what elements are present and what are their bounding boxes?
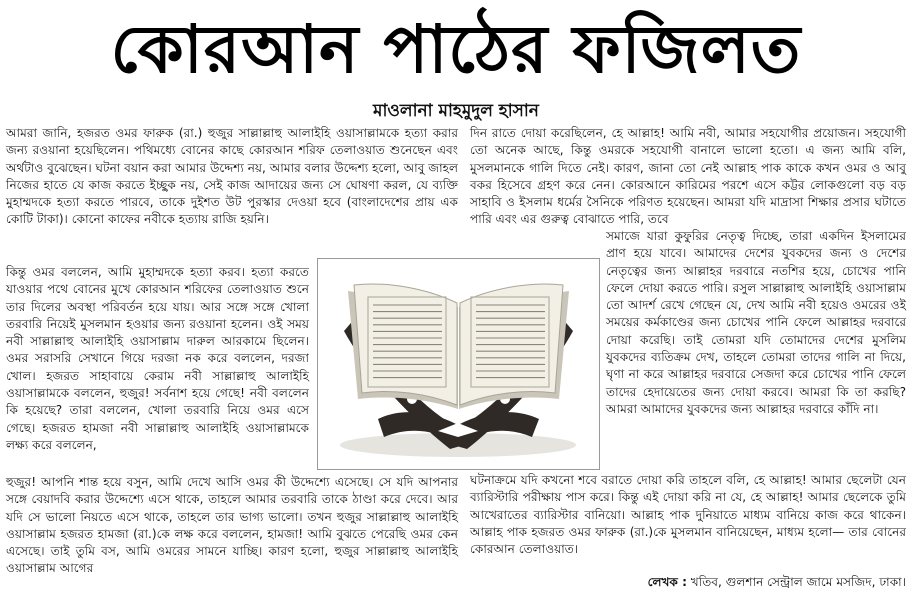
text-block-right-bottom — [470, 472, 906, 558]
credit-label: লেখক : — [647, 575, 687, 589]
text-block-right-top — [470, 125, 906, 229]
credit-text: খতিব, গুলশান সেন্ট্রাল জামে মসজিদ, ঢাকা। — [690, 575, 906, 589]
text-block-left-bottom — [6, 474, 458, 578]
open-book-on-stand-icon — [318, 259, 599, 469]
paragraph: সমাজে যারা কুফুরির নেতৃত্ব দিচ্ছে, তারা একদিন ইসলামের প্রাণ হয়ে যাবে। আমাদের দেশের যুবকদের জন্য ও দেশের নেতৃত্বের জন্য আল্লাহর দরবারে নতশির হয়ে, চোখের পানি ফেলে দোয়া করতে পারি। রসুল সাল্লাল্লাহু আলাইহি ওয়াসাল্লাম তো আদর্শ রেখে গেছেন যে, দেখ আমি নবী হয়েও ওমরের ওই সময়ের কর্মকাণ্ডের জন্য চোখের পানি ফেলে আল্লাহর দরবারে দোয়া করেছি। তাই তোমরা যদি তোমাদের দেশের মুসলিম যুবকদের ব্যতিক্রম দেখ, তাহলে তোমরা তাদের গালি না দিয়ে, ঘৃণা না করে আল্লাহর দরবারে সেজদা করে চোখের পানি ফেলে তাদের হেদায়েতের জন্য দোয়া করবে। আমরা কি তা করছি? আমরা আমাদের যুবকদের জন্য আল্লাহর দরবারে কাঁদি না। — [606, 229, 906, 416]
author-credit — [470, 574, 906, 591]
article-illustration — [317, 258, 600, 470]
paragraph: দিন রাতে দোয়া করেছিলেন, হে আল্লাহ! আমি নবী, আমার সহযোগীর প্রয়োজন। সহযোগী তো অনেক আছে, কিন্তু ওমরকে সহযোগী বানালে ভালো হতো। এ জন্য আমি বলি, মুসলমানকে গালি দিতে নেই। কারণ, জানা তো নেই আল্লাহ পাক কাকে কখন ওমর ও আবু বকর হিসেবে গ্রহণ করে নেন। কোরআনে কারিমের পরশে এসে কট্টর লোকগুলো বড় বড় সাহাবি ও ইসলাম ধর্মের সৈনিকে পরিণত হয়েছেন। আমরা যদি মাদ্রাসা শিক্ষার প্রসার ঘটাতে পারি এবং এর গুরুত্ব বোঝাতে পারি, তবে — [470, 126, 906, 227]
paragraph: ঘটনাক্রমে যদি কখনো শবে বরাতে দোয়া করি তাহলে বলি, হে আল্লাহ! আমার ছেলেটা যেন ব্যারিস্টারি পরীক্ষায় পাস করে। কিন্তু এই দোয়া করি না যে, হে আল্লাহ! আমার ছেলেকে তুমি আখেরাতের ব্যারিস্টার বানিয়ো। আল্লাহ পাক দুনিয়াতে মাধ্যম বানিয়ে কাজ করে থাকেন। আল্লাহ পাক হজরত ওমর ফারুক (রা.)কে মুসলমান বানিয়েছেন, মাধ্যম হলো— তার বোনের কোরআন তেলাওয়াত। — [470, 473, 906, 557]
text-block-left-top — [6, 125, 458, 229]
headline: কোরআন পাঠের ফজিলত — [110, 11, 802, 88]
byline: মাওলানা মাহমুদুল হাসান — [373, 101, 539, 121]
text-block-left-mid — [6, 264, 309, 454]
text-block-right-mid — [606, 228, 906, 418]
paragraph: কিন্তু ওমর বললেন, আমি মুহাম্মদকে হত্যা করব। হত্যা করতে যাওয়ার পথে বোনের মুখে কোরআন শরিফের তেলাওয়াত শুনে তার দিলের অবস্থা পরিবর্তন হয়ে যায়। আর সঙ্গে সঙ্গে খোলা তরবারি নিয়েই মুসলমান হওয়ার জন্য রওয়ানা হলেন। ওই সময় নবী সাল্লাল্লাহু আলাইহি ওয়াসাল্লাম দারুল আরকামে ছিলেন। ওমর সরাসরি সেখানে গিয়ে দরজা নক করে বললেন, দরজা খোল। হজরত সাহাবায়ে কেরাম নবী সাল্লাল্লাহু আলাইহি ওয়াসাল্লামকে বললেন, হুজুর! সর্বনাশ হয়ে গেছে! নবী বললেন কি হয়েছে? তারা বললেন, খোলা তরবারি নিয়ে ওমর এসে গেছে। হজরত হামজা নবী সাল্লাল্লাহু আলাইহি ওয়াসাল্লামকে লক্ষ্য করে বললেন, — [6, 265, 309, 452]
paragraph: আমরা জানি, হজরত ওমর ফারুক (রা.) হুজুর সাল্লাল্লাহু আলাইহি ওয়াসাল্লামকে হত্যা করার জন্য রওয়ানা হয়েছিলেন। পথিমধ্যে বোনের কাছে কোরআন শরিফ তেলাওয়াত শুনেছেন এবং অর্থটাও বুঝেছেন। ঘটনা বয়ান করা আমার উদ্দেশ্য নয়, আমার বলার উদ্দেশ্য হলো, আবু জাহল নিজের হাতে যে কাজ করতে ইচ্ছুক নয়, সেই কাজ আদায়ের জন্য সে ঘোষণা করল, যে ব্যক্তি মুহাম্মদকে হত্যা করতে পারবে, তাকে দুইশত উট পুরস্কার দেওয়া হবে (বাংলাদেশের প্রায় এক কোটি টাকা)। কোনো কাফের নবীকে হত্যায় রাজি হয়নি। — [6, 126, 458, 227]
paragraph: হুজুর! আপনি শান্ত হয়ে বসুন, আমি দেখে আসি ওমর কী উদ্দেশ্যে এসেছে। সে যদি আপনার সঙ্গে বেয়াদবি করার উদ্দেশ্যে এসে থাকে, তাহলে আমার তরবারি তাকে ঠাণ্ডা করে দেবে। আর যদি সে ভালো নিয়তে এসে থাকে, তাহলে তার ভাগ্য ভালো। তখন হুজুর সাল্লাল্লাহু আলাইহি ওয়াসাল্লাম হজরত হামজা (রা.)কে লক্ষ করে বললেন, হামজা! আমি বুঝতে পেরেছি ওমর কেন এসেছে। তাই তুমি বস, আমি ওমরের সামনে যাচ্ছি। কারণ হলো, হুজুর সাল্লাল্লাহু আলাইহি ওয়াসাল্লাম আগের — [6, 475, 458, 576]
